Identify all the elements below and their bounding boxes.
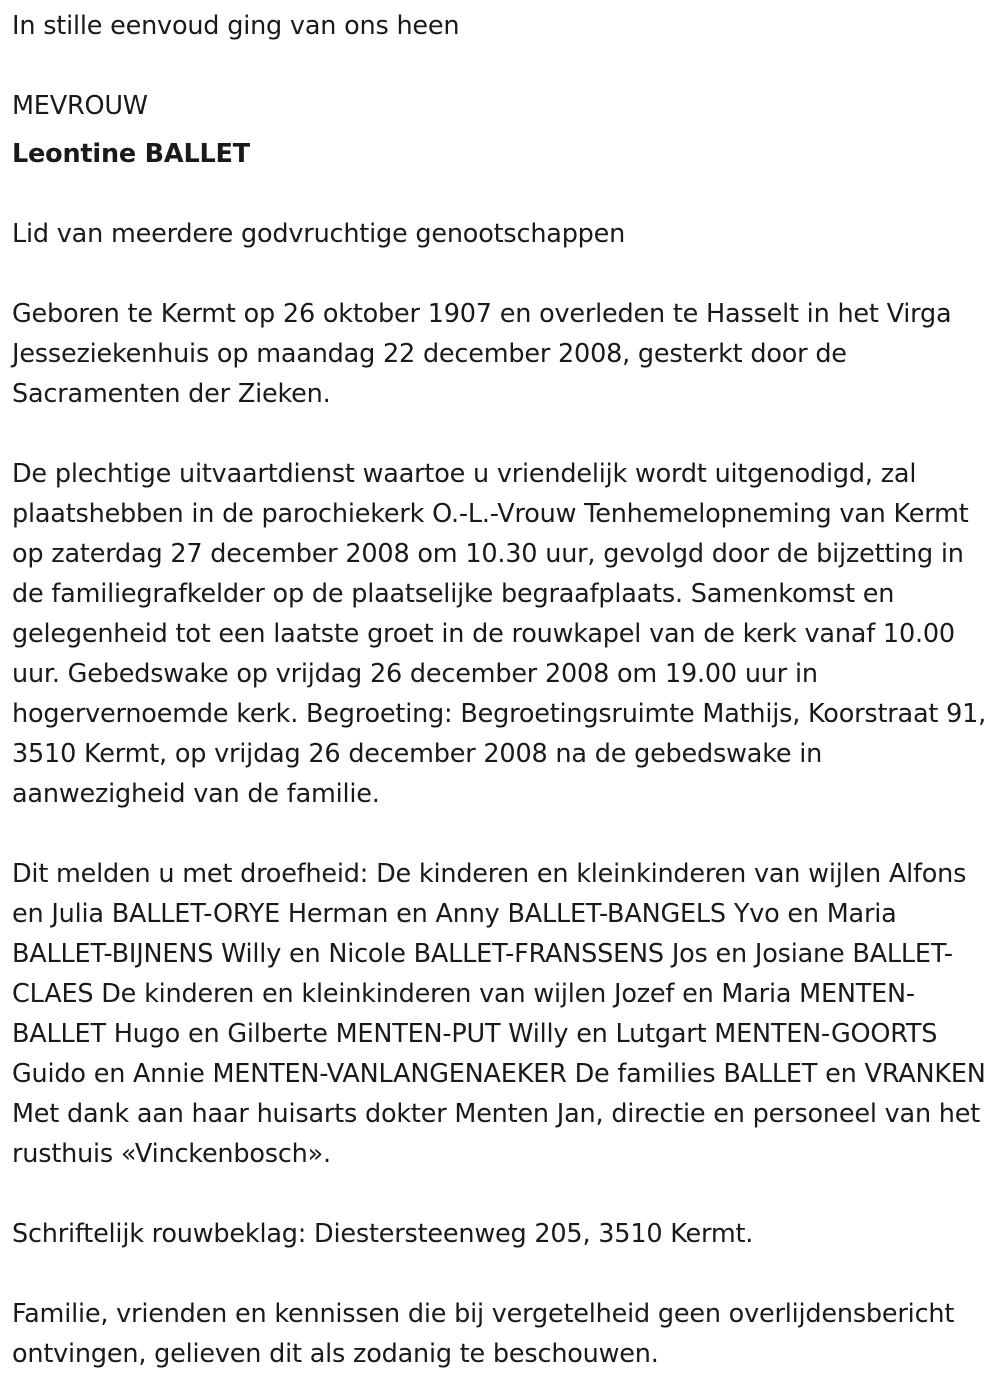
condolences-address: Schriftelijk rouwbeklag: Diestersteenweg 205, 3510 Kermt.	[12, 1219, 754, 1249]
funeral-paragraph: De plechtige uitvaartdienst waartoe u vriendelijk wordt uitgenodigd, zal plaatshebben in de parochiekerk O.-L.-Vrouw Tenhemelopneming van Kermt op zaterdag 27 december 2008 om 10.30 uur, gevolgd door de bijzetting in de familiegrafkelder op de plaatselijke begraafplaats. Samenkomst en gelegenheid tot een laatste groet in de rouwkapel van de kerk vanaf 10.00 uur. Gebedswake op vrijdag 26 december 2008 om 19.00 uur in hogervernoemde kerk. Begroeting: Begroetingsruimte Mathijs, Koorstraat 91, 3510 Kermt, op vrijdag 26 december 2008 na de gebedswake in aanwezigheid van de familie.	[12, 459, 987, 809]
deceased-name: Leontine BALLET	[12, 139, 250, 169]
spacer	[12, 1174, 987, 1214]
closing-paragraph: Familie, vrienden en kennissen die bij vergetelheid geen overlijdensbericht ontvingen, gelieven dit als zodanig te beschouwen.	[12, 1299, 955, 1369]
spacer	[12, 414, 987, 454]
title-prefix: MEVROUW	[12, 91, 148, 121]
spacer	[12, 814, 987, 854]
birth-death-paragraph: Geboren te Kermt op 26 oktober 1907 en overleden te Hasselt in het Virga Jesseziekenhuis op maandag 22 december 2008, gesterkt door de Sacramenten der Zieken.	[12, 299, 952, 409]
intro-text: In stille eenvoud ging van ons heen	[12, 11, 460, 41]
announcement-paragraph: Dit melden u met droefheid: De kinderen en kleinkinderen van wijlen Alfons en Julia BALLET-ORYE Herman en Anny BALLET-BANGELS Yvo en Maria BALLET-BIJNENS Willy en Nicole BALLET-FRANSSENS Jos en Josiane BALLET-CLAES De kinderen en kleinkinderen van wijlen Jozef en Maria MENTEN-BALLET Hugo en Gilberte MENTEN-PUT Willy en Lutgart MENTEN-GOORTS Guido en Annie MENTEN-VANLANGENAEKER De families BALLET en VRANKEN Met dank aan haar huisarts dokter Menten Jan, directie en personeel van het rusthuis «Vinckenbosch».	[12, 859, 986, 1169]
spacer	[12, 254, 987, 294]
spacer	[12, 1254, 987, 1294]
obituary-document	[12, 6, 987, 1374]
spacer	[12, 174, 987, 214]
spacer	[12, 46, 987, 86]
spacer	[12, 126, 987, 134]
membership-text: Lid van meerdere godvruchtige genootschappen	[12, 219, 626, 249]
